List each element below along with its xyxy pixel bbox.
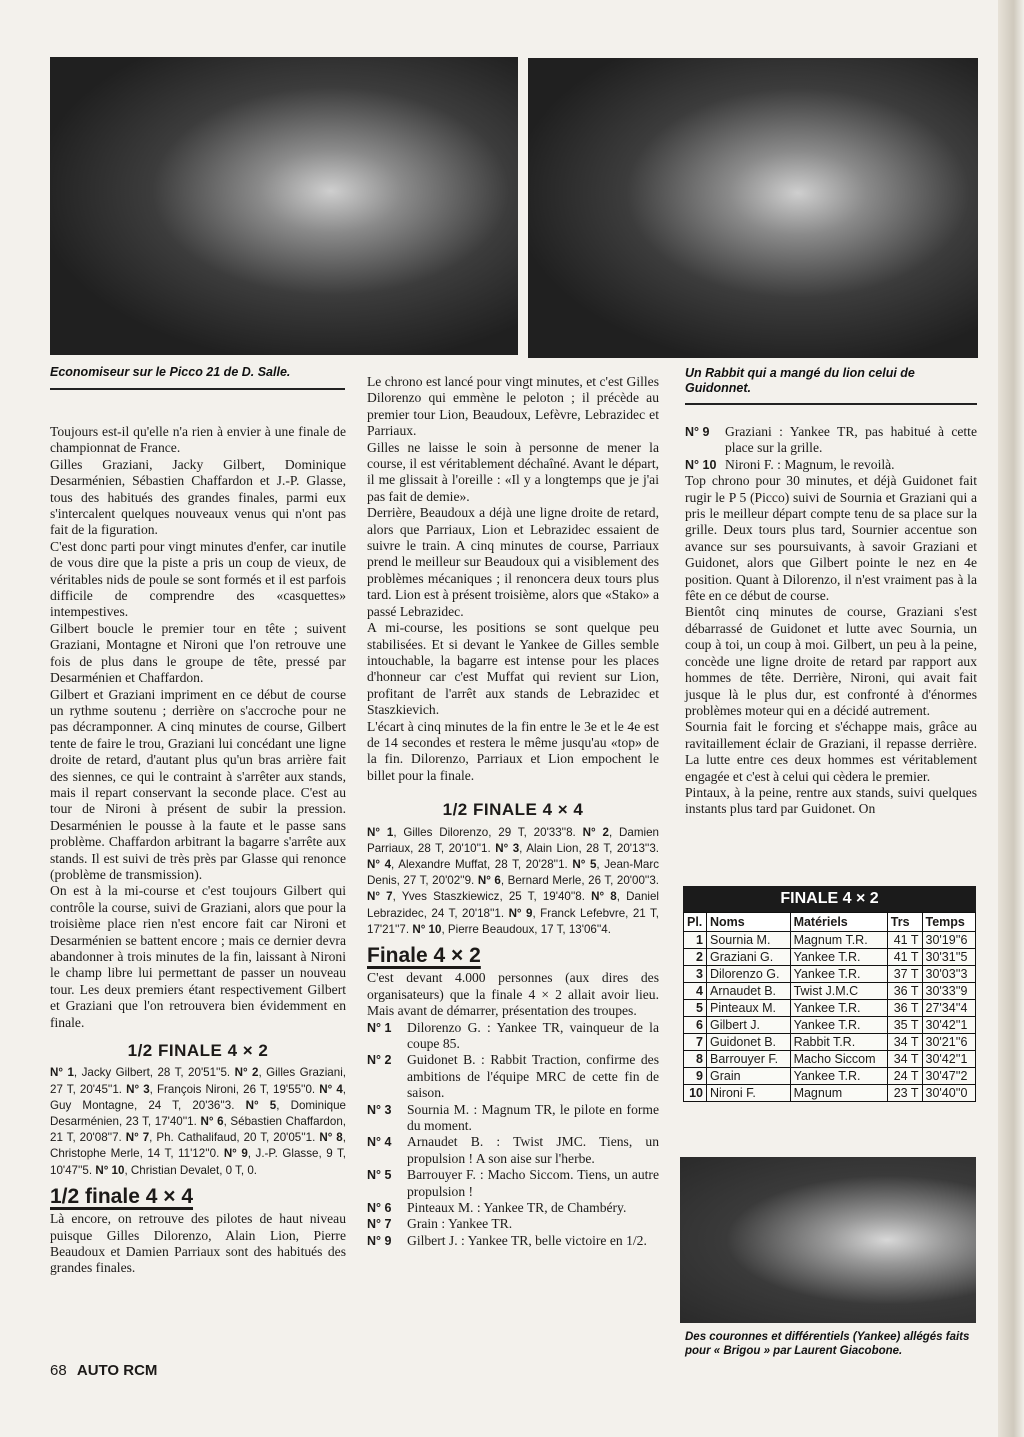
table-cell: 27'34''4 <box>922 1000 975 1017</box>
table-cell: 10 <box>684 1085 707 1102</box>
paragraph: L'écart à cinq minutes de la fin entre le 3e et le 4e est de 14 secondes et restera le même jusqu'au «top» de la fin. Dilorenzo, Parriaux et Lion empochent le billet pour la finale. <box>367 718 659 783</box>
table-cell: 35 T <box>887 1017 922 1034</box>
column-3 <box>685 424 977 818</box>
paragraph: Sournia fait le forcing et s'échappe mais, grâce au ravitaillement éclair de Graziani, il repasse derrière. La lutte entre ces deux hommes est véritablement engagée et c'est à celui qui cèdera le premier. <box>685 719 977 784</box>
table-cell: Sournia M. <box>707 932 791 949</box>
list-number: N° 2 <box>367 1053 392 1068</box>
paragraph: Le chrono est lancé pour vingt minutes, et c'est Gilles Dilorenzo qui emmène le peloton ; il précède au premier tour Lion, Beaudoux, Lefèvre, Lebrazidec et Parriaux. <box>367 374 659 439</box>
paragraph: Bientôt cinq minutes de course, Graziani s'est débarrassé de Guidonet et lutte avec Sournia, un coup à toi, un coup à moi. Gilbert, un peu à la peine, concède une ligne droite de retard par rapport aux hommes de tête. Derrière, Nironi, qui avait fait jusque là le plus dur, est confronté à d'énormes problèmes moteur qui en a décidé autrement. <box>685 604 977 718</box>
table-cell: Yankee T.R. <box>790 1068 887 1085</box>
table-cell: Macho Siccom <box>790 1051 887 1068</box>
list-item <box>367 1052 659 1101</box>
list-item <box>367 1020 659 1053</box>
table-cell: 24 T <box>887 1068 922 1085</box>
list-number: N° 7 <box>367 1217 392 1232</box>
paragraph: Derrière, Beaudoux a déjà une ligne droite de retard, alors que Parriaux, Lion et Lebrazidec essaient de suivre le train. A cinq minutes de course, Parriaux prend le meilleur sur Beaudoux qui a visiblement des problèmes mécaniques ; il renoncera deux tours plus tard. Lion est à présent troisième, alors que «Stako» a passé Lebrazidec. <box>367 505 659 619</box>
finale-results-table <box>683 912 976 1102</box>
table-cell: 30'33''9 <box>922 983 975 1000</box>
results-text: N° 1, Gilles Dilorenzo, 29 T, 20'33''8. N° 2, Damien Parriaux, 28 T, 20'10''1. N° 3, Alain Lion, 28 T, 20'13''3. N° 4, Alexandre Muffat, 28 T, 20'28''1. N° 5, Jean-Marc Denis, 27 T, 20'02''9. N° 6, Bernard Merle, 26 T, 20'00''3. N° 7, Yves Staszkiewicz, 25 T, 19'40''8. N° 8, Daniel Lebrazidec, 24 T, 20'18''1. N° 9, Franck Lefebvre, 21 T, 17'21''7. N° 10, Pierre Beaudoux, 17 T, 13'06''4. <box>367 825 659 936</box>
table-cell: Grain <box>707 1068 791 1085</box>
table-cell: 4 <box>684 983 707 1000</box>
paragraph: A mi-course, les positions se sont quelque peu stabilisées. Et si devant le Yankee de Gilles semble intouchable, la bagarre est intense pour les places d'honneur car c'est Muffat qui revient sur Lion, profitant de l'arrêt aux stands de Lebrazidec et Staszkievich. <box>367 620 659 718</box>
results-text: N° 1, Jacky Gilbert, 28 T, 20'51''5. N° 2, Gilles Graziani, 27 T, 20'45''1. N° 3, François Nironi, 26 T, 19'55''0. N° 4, Guy Montagne, 24 T, 20'36''3. N° 5, Dominique Desarménien, 23 T, 17'40''1. N° 6, Sébastien Chaffardon, 21 T, 20'08''7. N° 7, Ph. Cathalifaud, 20 T, 20'05''1. N° 8, Christophe Merle, 14 T, 11'12''0. N° 9, J.-P. Glasse, 9 T, 10'47''5. N° 10, Christian Devalet, 0 T, 0. <box>50 1066 347 1177</box>
list-text: Grain : Yankee TR. <box>407 1216 513 1232</box>
paragraph: Top chrono pour 30 minutes, et déjà Guidonet fait rugir le P 5 (Picco) suivi de Sournia et Graziani qui a pris le meilleur départ compte tenu de sa place sur la grille. Deux tours plus tard, Sournier accentue son avance sur ses poursuivants, à savoir Graziani et Guidonet, alors que Gilbert pointe le nez en 4e position. Quant à Dilorenzo, il n'est vraiment pas à la fête en ce début de course. <box>685 473 977 604</box>
paragraph: Pintaux, à la peine, rentre aux stands, suivi quelques instants plus tard par Guidonet. On <box>685 784 977 817</box>
table-cell: Magnum T.R. <box>790 932 887 949</box>
table-row <box>684 966 976 983</box>
table-cell: Barrouyer F. <box>707 1051 791 1068</box>
table-cell: 30'31''5 <box>922 949 975 966</box>
list-number: N° 10 <box>685 457 717 472</box>
table-row <box>684 949 976 966</box>
table-cell: 1 <box>684 932 707 949</box>
table-cell: Pinteaux M. <box>707 1000 791 1017</box>
list-text: Dilorenzo G. : Yankee TR, vainqueur de la coupe 85. <box>407 1019 659 1052</box>
right-photo-caption: Un Rabbit qui a mangé du lion celui de Guidonnet. <box>685 366 915 395</box>
list-text: Nironi F. : Magnum, le revoilà. <box>725 456 895 472</box>
table-cell: 37 T <box>887 966 922 983</box>
page-edge <box>998 0 1024 1437</box>
list-text: Pinteaux M. : Yankee TR, de Chambéry. <box>407 1200 627 1216</box>
buggy-photo <box>528 58 978 358</box>
list-item <box>367 1167 659 1200</box>
list-item <box>367 1134 659 1167</box>
bottom-photo-caption: Des couronnes et différentiels (Yankee) allégés faits pour « Brigou » par Laurent Giacobone. <box>685 1331 970 1357</box>
list-number: N° 3 <box>367 1102 392 1117</box>
list-text: Sournia M. : Magnum TR, le pilote en forme du moment. <box>407 1101 659 1134</box>
table-cell: 36 T <box>887 1000 922 1017</box>
table-cell: 8 <box>684 1051 707 1068</box>
table-cell: 30'42''1 <box>922 1017 975 1034</box>
table-cell: 30'21''6 <box>922 1034 975 1051</box>
table-header-row <box>684 913 976 932</box>
list-item <box>367 1216 659 1232</box>
table-cell: 30'42''1 <box>922 1051 975 1068</box>
list-number: N° 5 <box>367 1168 392 1183</box>
caption-rule-right <box>685 403 977 405</box>
table-row <box>684 983 976 1000</box>
table-cell: Graziani G. <box>707 949 791 966</box>
paragraph: Gilbert et Graziani impriment en ce début de course un rythme soutenu ; derrière on s'accroche pour ne pas décramponner. A cinq minutes de course, Gilbert tente de faire le trou, Graziani lui concédant une ligne droite de retard, d'autant plus qu'un bras arrière fait des siennes, ce qui le contraint à s'arrêter aux stands, mais il repart conservant la seconde place. C'est au tour de Nironi à présent de subir la pression. Desarménien le pousse à la faute et le passe sans problème. Chaffardon arbitrant la bagarre s'arrête aux stands. Il est suivi de très près par Glasse qui renonce (problème de transmission). <box>50 686 346 882</box>
paragraph: On est à la mi-course et c'est toujours Gilbert qui contrôle la course, suivi de Graziani, alors que pour la troisième place rien n'est encore fait car Nironi et Desarménien se battent encore ; mais ce dernier devra abandonner à trois minutes de la fin, laissant à Nironi le champ libre lui permettant de passer un nouveau tour. Les deux premiers étant respectivement Gilbert et Graziani que l'on retrouvera bien évidemment en finale. <box>50 883 346 1030</box>
table-cell: 3 <box>684 966 707 983</box>
table-header-cell: Matériels <box>790 913 887 932</box>
list-item <box>685 424 977 457</box>
table-cell: Yankee T.R. <box>790 949 887 966</box>
gears-photo <box>680 1157 976 1323</box>
table-row <box>684 1034 976 1051</box>
table-cell: 23 T <box>887 1085 922 1102</box>
paragraph: C'est donc parti pour vingt minutes d'enfer, car inutile de vous dire que la piste a pris un coup de vieux, de véritables nids de poule se sont formés et il est parfois difficile de comprendre des «casquettes» intempestives. <box>50 538 346 620</box>
section-heading: 1/2 FINALE 4 × 4 <box>442 800 584 820</box>
table-cell: 6 <box>684 1017 707 1034</box>
table-cell: Dilorenzo G. <box>707 966 791 983</box>
list-text: Graziani : Yankee TR, pas habitué à cette place sur la grille. <box>725 424 977 456</box>
table-cell: 2 <box>684 949 707 966</box>
table-row <box>684 1085 976 1102</box>
paragraph: Gilles ne laisse le soin à personne de mener la course, il est véritablement déchaîné. Avant le départ, il me glissait à l'oreille : «Il y a longtemps que je j'ai pas fait de demie». <box>367 439 659 504</box>
finale-table-title: FINALE 4 × 2 <box>683 886 976 912</box>
list-number: N° 1 <box>367 1020 392 1035</box>
column-2 <box>367 374 659 1249</box>
section-heading: 1/2 finale 4 × 4 <box>50 1184 194 1208</box>
engine-photo <box>50 57 518 355</box>
table-cell: 41 T <box>887 949 922 966</box>
list-text: Guidonet B. : Rabbit Traction, confirme des ambitions de l'équipe MRC de cette fin de saison. <box>407 1052 659 1101</box>
list-item <box>685 457 977 473</box>
table-cell: 34 T <box>887 1051 922 1068</box>
entrants-list <box>367 1020 659 1250</box>
table-cell: 5 <box>684 1000 707 1017</box>
table-row <box>684 932 976 949</box>
table-header-cell: Pl. <box>684 913 707 932</box>
table-cell: Yankee T.R. <box>790 1017 887 1034</box>
table-header-cell: Temps <box>922 913 975 932</box>
table-cell: 7 <box>684 1034 707 1051</box>
table-cell: 30'47''2 <box>922 1068 975 1085</box>
table-cell: Arnaudet B. <box>707 983 791 1000</box>
table-cell: Gilbert J. <box>707 1017 791 1034</box>
table-cell: 34 T <box>887 1034 922 1051</box>
table-cell: Magnum <box>790 1085 887 1102</box>
page-footer <box>50 1362 157 1379</box>
list-item <box>367 1102 659 1135</box>
paragraph: Gilbert boucle le premier tour en tête ; suivent Graziani, Montagne et Nironi que l'on retrouve une fois de plus dans le groupe de tête, pressé par Desarménien et Chaffardon. <box>50 620 346 686</box>
table-cell: Yankee T.R. <box>790 966 887 983</box>
table-row <box>684 1068 976 1085</box>
table-cell: 36 T <box>887 983 922 1000</box>
table-row <box>684 1017 976 1034</box>
paragraph: Là encore, on retrouve des pilotes de haut niveau puisque Gilles Dilorenzo, Alain Lion, Pierre Beaudoux et Damien Parriaux sont des habitués des grandes finales. <box>50 1211 346 1276</box>
table-cell: Yankee T.R. <box>790 1000 887 1017</box>
table-cell: 41 T <box>887 932 922 949</box>
table-row <box>684 1051 976 1068</box>
table-cell: 9 <box>684 1068 707 1085</box>
paragraph: Toujours est-il qu'elle n'a rien à envier à une finale de championnat de France. <box>50 424 346 456</box>
table-header-cell: Noms <box>707 913 791 932</box>
list-item <box>367 1233 659 1249</box>
table-cell: 30'40''0 <box>922 1085 975 1102</box>
table-row <box>684 1000 976 1017</box>
list-number: N° 9 <box>685 425 710 439</box>
list-number: N° 6 <box>367 1201 392 1216</box>
left-photo-caption: Economiseur sur le Picco 21 de D. Salle. <box>50 365 291 379</box>
magazine-name: AUTO RCM <box>76 1362 158 1379</box>
list-number: N° 4 <box>367 1135 392 1150</box>
list-item <box>367 1200 659 1216</box>
list-text: Arnaudet B. : Twist JMC. Tiens, un propulsion ! A son aise sur l'herbe. <box>407 1134 659 1166</box>
caption-rule-left <box>50 388 345 390</box>
list-text: Barrouyer F. : Macho Siccom. Tiens, un autre propulsion ! <box>407 1167 659 1199</box>
page-number: 68 <box>50 1362 67 1379</box>
list-text: Gilbert J. : Yankee TR, belle victoire en 1/2. <box>407 1232 647 1248</box>
table-cell: Twist J.M.C <box>790 983 887 1000</box>
table-cell: Nironi F. <box>707 1085 791 1102</box>
table-header-cell: Trs <box>887 913 922 932</box>
table-cell: Rabbit T.R. <box>790 1034 887 1051</box>
paragraph: C'est devant 4.000 personnes (aux dires des organisateurs) que la finale 4 × 2 allait avoir lieu. Mais avant de démarrer, présentation des troupes. <box>367 970 659 1019</box>
entrants-list <box>685 424 977 473</box>
list-number: N° 9 <box>367 1233 392 1248</box>
table-cell: 30'19''6 <box>922 932 975 949</box>
paragraph: Gilles Graziani, Jacky Gilbert, Dominique Desarménien, Sébastien Chaffardon et J.-P. Glasse, tous des habitués des grandes finales, parmi eux s'intercalent quelques nouveaux venus qui n'ont pas fait de la figuration. <box>50 456 346 538</box>
column-1 <box>50 424 346 1277</box>
section-heading: 1/2 FINALE 4 × 2 <box>127 1041 269 1061</box>
section-heading: Finale 4 × 2 <box>367 943 481 967</box>
table-cell: 30'03''3 <box>922 966 975 983</box>
table-cell: Guidonet B. <box>707 1034 791 1051</box>
